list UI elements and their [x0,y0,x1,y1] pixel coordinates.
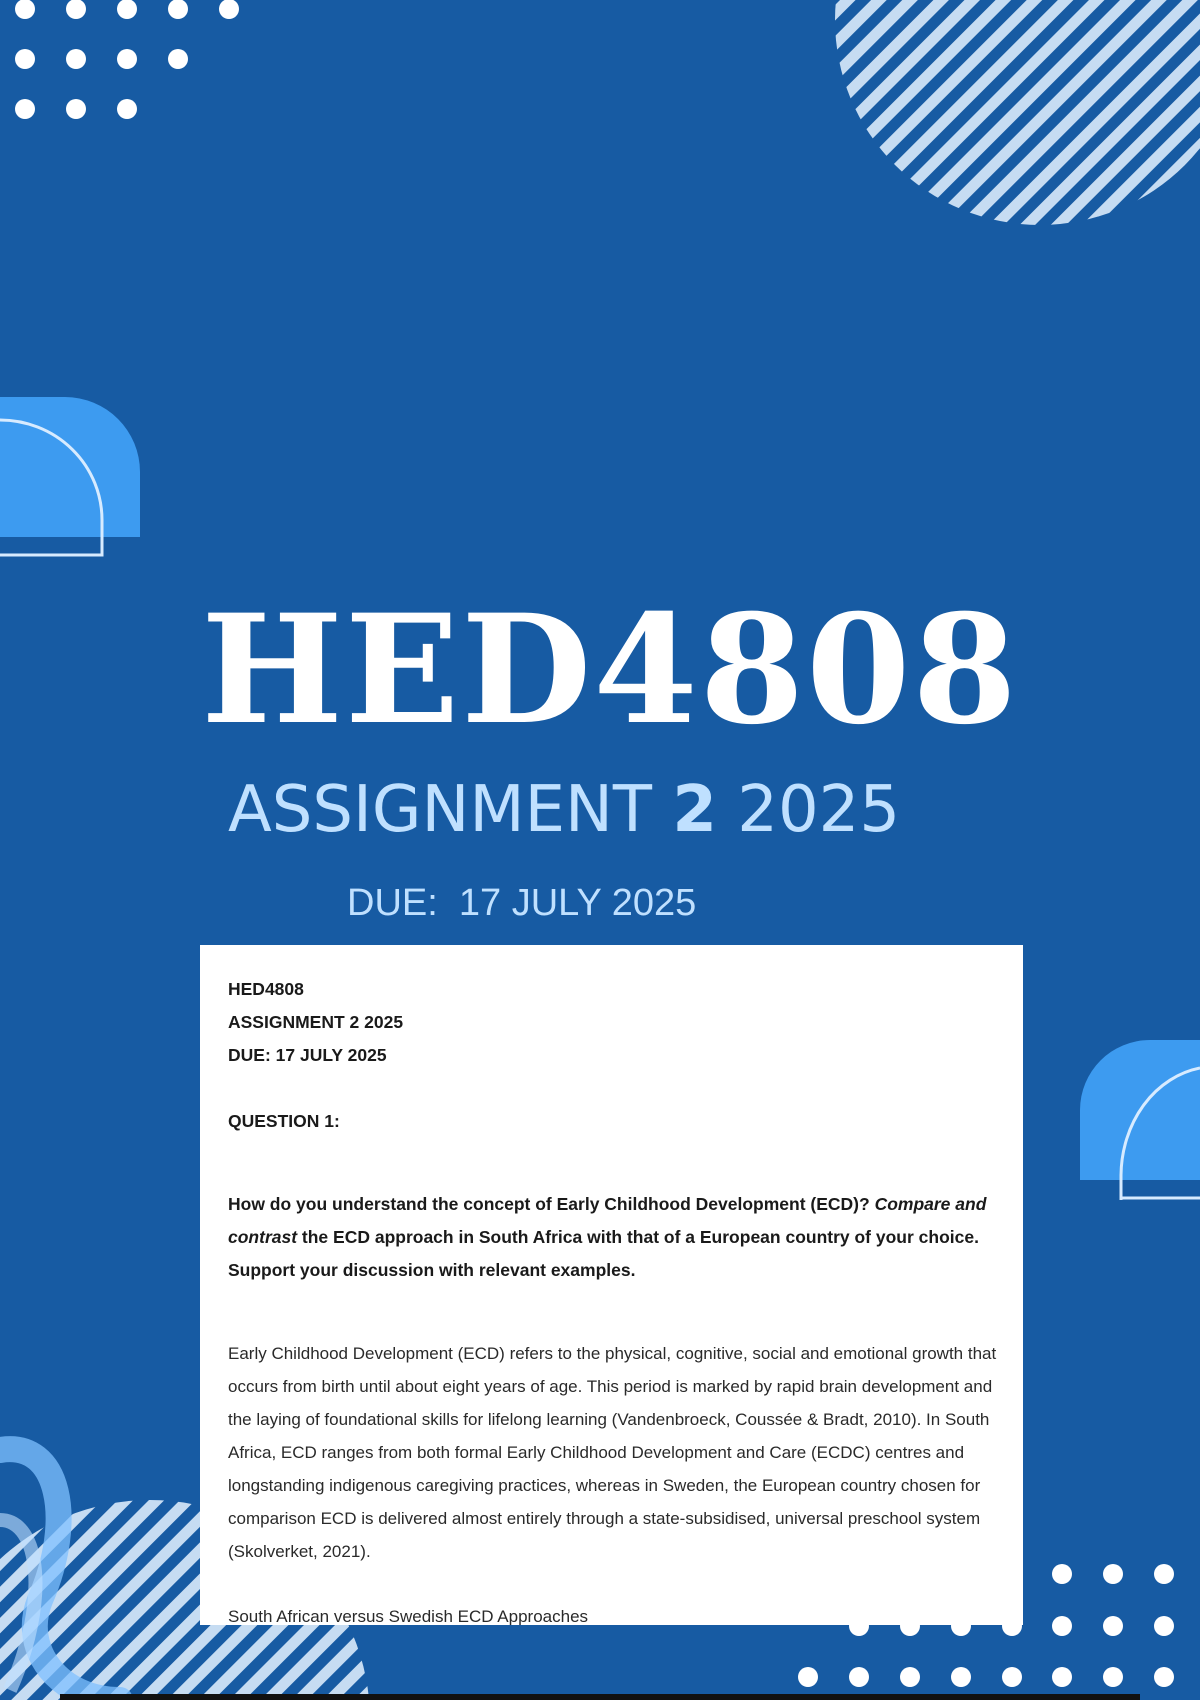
assignment-year: 2025 [737,773,901,847]
question-label: QUESTION 1: [228,1111,340,1131]
question-emphasis: Compare and contrast [228,1194,987,1247]
bottom-edge-line [60,1694,1140,1700]
document-preview-card [200,945,1023,1625]
question-text-part2: the ECD approach in South Africa with that of a European country of your choice. Support your discussion with relevant examples. [228,1227,979,1280]
section-heading: South African versus Swedish ECD Approaches [228,1607,589,1625]
due-date: DUE: 17 JULY 2025 [347,882,697,924]
preview-course-code: HED4808 [228,979,304,999]
question-text [228,1188,1023,1287]
question-text-part1: How do you understand the concept of Early Childhood Development (ECD)? [228,1194,875,1214]
assignment-number: 2 [672,773,717,847]
preview-due-date: DUE: 17 JULY 2025 [228,1045,387,1065]
quarter-round-right [1080,1040,1200,1200]
striped-circle-top-right [820,0,1200,240]
preview-assignment: ASSIGNMENT 2 2025 [228,1012,404,1032]
assignment-label: ASSIGNMENT [228,773,652,847]
quarter-round-left [0,397,140,555]
dot-grid-top-left [15,0,239,119]
answer-paragraph: Early Childhood Development (ECD) refers to the physical, cognitive, social and emotional growth that occurs from birth until about eight years of age. This period is marked by rapid brain development and the laying of foundational skills for lifelong learning (Vandenbroeck, Coussée & Bradt, 2010). In South Africa, ECD ranges from both formal Early Childhood Development and Care (ECDC) centres and longstanding indigenous caregiving practices, whereas in Sweden, the European country chosen for comparison ECD is delivered almost entirely through a state-subsidised, universal preschool system (Skolverket, 2021). [228,1344,997,1561]
course-code-title: HED4808 [201,582,1019,758]
assignment-subtitle [228,773,901,847]
